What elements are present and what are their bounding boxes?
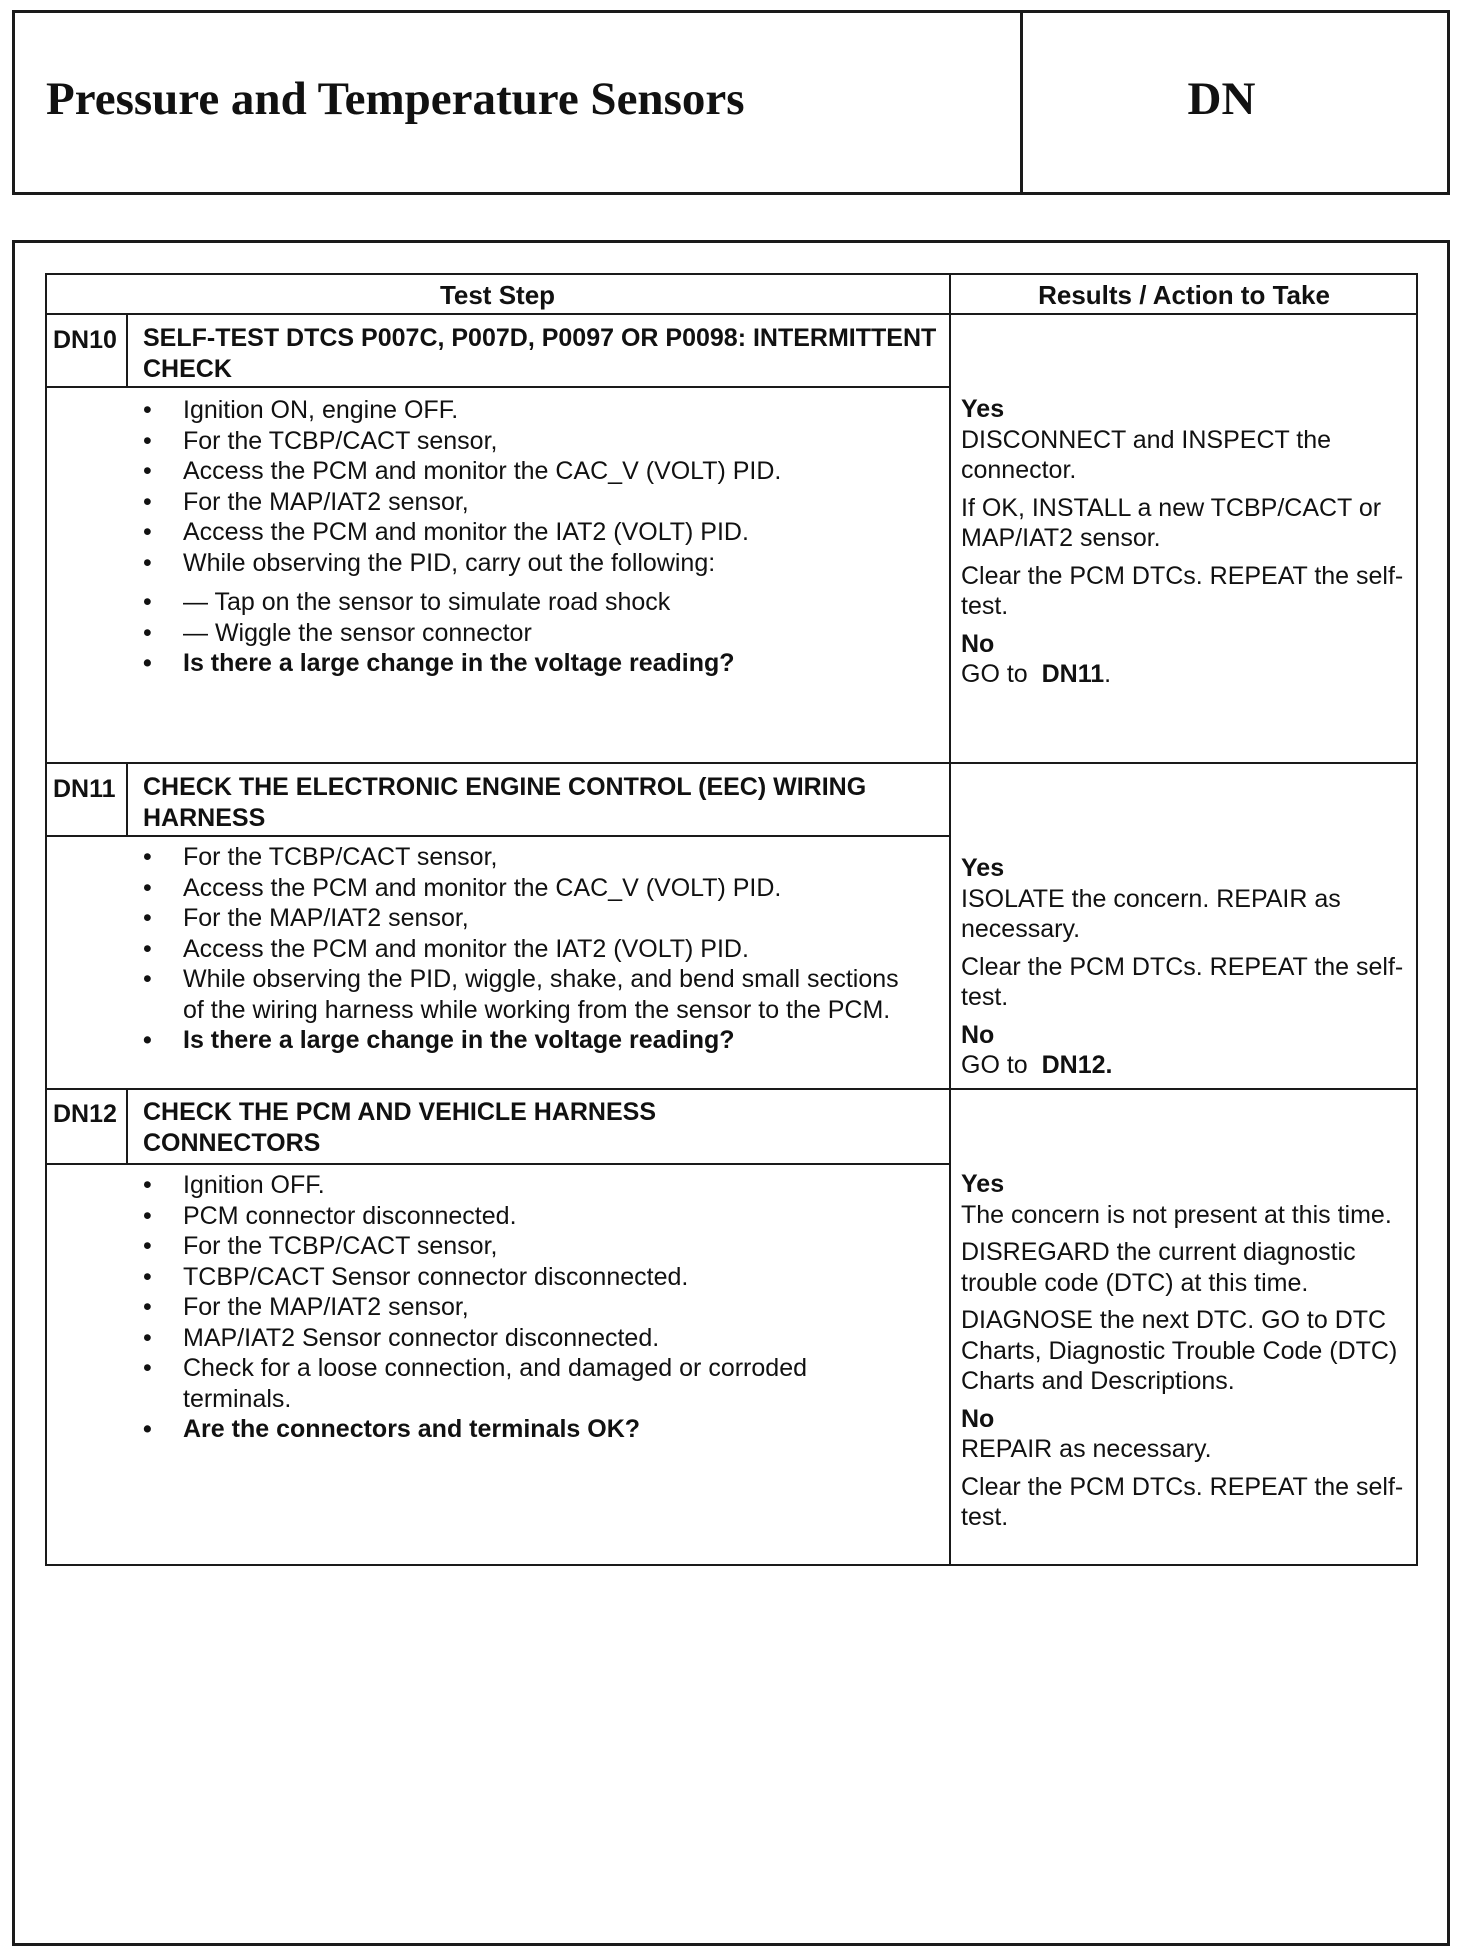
list-item: • — Tap on the sensor to simulate road shock	[143, 587, 943, 618]
list-item: • For the MAP/IAT2 sensor,	[143, 487, 943, 518]
result-text: DISCONNECT and INSPECT the connector.	[961, 425, 1332, 484]
dn12-title-divider	[45, 1163, 950, 1165]
list-item: • Ignition ON, engine OFF.	[143, 395, 943, 426]
results-column-divider	[949, 273, 951, 1566]
list-item: • Check for a loose connection, and damaged or corroded terminals.	[143, 1353, 883, 1414]
goto-target-link[interactable]: DN11	[1041, 660, 1105, 688]
step-id-dn10: DN10	[53, 326, 117, 354]
results-dn11	[961, 853, 1413, 1088]
dn10-title-divider	[45, 386, 950, 388]
step-id-dn12: DN12	[53, 1100, 117, 1128]
list-item: • For the TCBP/CACT sensor,	[143, 842, 913, 873]
list-item: • While observing the PID, carry out the following:	[143, 548, 943, 579]
result-text: DIAGNOSE the next DTC. GO to DTC Charts, Diagnostic Trouble Code (DTC) Charts and Descriptions.	[961, 1306, 1398, 1395]
result-text: If OK, INSTALL a new TCBP/CACT or MAP/IAT2 sensor.	[961, 493, 1382, 552]
no-label: No	[961, 1404, 995, 1433]
result-text: REPAIR as necessary.	[961, 1435, 1212, 1463]
result-text: Clear the PCM DTCs. REPEAT the self-test.	[961, 952, 1404, 1011]
question-dn11: • Is there a large change in the voltage reading?	[143, 1025, 913, 1056]
results-dn12	[961, 1169, 1413, 1540]
goto-label: GO to	[961, 1051, 1028, 1079]
col-header-results: Results / Action to Take	[1038, 280, 1330, 310]
dn10-row-divider	[45, 762, 1418, 764]
result-text: The concern is not present at this time.	[961, 1200, 1392, 1229]
result-text: Clear the PCM DTCs. REPEAT the self-test.	[961, 1472, 1404, 1531]
dn11-row-divider	[45, 1088, 1418, 1090]
question-dn12: • Are the connectors and terminals OK?	[143, 1414, 943, 1445]
list-item: • Ignition OFF.	[143, 1170, 943, 1201]
step-list-dn11	[143, 842, 913, 1056]
goto-end: .	[1104, 660, 1112, 688]
list-item: • For the TCBP/CACT sensor,	[143, 426, 943, 457]
result-text: DISREGARD the current diagnostic trouble code (DTC) at this time.	[961, 1238, 1356, 1297]
list-item: • Access the PCM and monitor the IAT2 (VOLT) PID.	[143, 934, 913, 965]
goto-label: GO to	[961, 660, 1028, 688]
list-item: • Access the PCM and monitor the IAT2 (VOLT) PID.	[143, 517, 943, 548]
yes-label: Yes	[961, 1170, 1005, 1198]
no-label: No	[961, 1020, 995, 1049]
list-item: • For the MAP/IAT2 sensor,	[143, 903, 913, 934]
list-item: • MAP/IAT2 Sensor connector disconnected.	[143, 1323, 943, 1354]
goto-text	[961, 659, 1413, 690]
col-header-test-step: Test Step	[439, 280, 556, 310]
list-item: • PCM connector disconnected.	[143, 1201, 943, 1232]
step-id-dn11: DN11	[53, 775, 116, 803]
step-title-dn12: CHECK THE PCM AND VEHICLE HARNESS CONNECTORS	[143, 1098, 657, 1157]
step-title-dn11: CHECK THE ELECTRONIC ENGINE CONTROL (EEC) WIRING HARNESS	[143, 773, 867, 832]
list-item: • For the MAP/IAT2 sensor,	[143, 1292, 943, 1323]
page-title: Pressure and Temperature Sensors	[46, 73, 745, 125]
dn12-id-divider	[126, 1088, 128, 1164]
dn11-id-divider	[126, 762, 128, 836]
list-item: • While observing the PID, wiggle, shake, and bend small sections of the wiring harness while working from the sensor to the PCM.	[143, 964, 913, 1025]
section-code: DN	[1187, 73, 1256, 125]
list-item: • TCBP/CACT Sensor connector disconnected.	[143, 1262, 943, 1293]
dn11-title-divider	[45, 835, 950, 837]
dn10-id-divider	[126, 313, 128, 387]
goto-text	[961, 1050, 1413, 1081]
goto-target-link[interactable]: DN12.	[1041, 1051, 1113, 1079]
step-list-dn10	[143, 395, 943, 578]
step-title-dn10: SELF-TEST DTCS P007C, P007D, P0097 OR P0098: INTERMITTENT CHECK	[143, 324, 937, 383]
no-label: No	[961, 629, 995, 658]
yes-label: Yes	[961, 854, 1005, 882]
results-dn10	[961, 394, 1413, 697]
list-item: • Access the PCM and monitor the CAC_V (VOLT) PID.	[143, 456, 943, 487]
list-item: • Access the PCM and monitor the CAC_V (VOLT) PID.	[143, 873, 913, 904]
list-item: • — Wiggle the sensor connector	[143, 618, 943, 649]
question-dn10: • Is there a large change in the voltage reading?	[143, 648, 943, 679]
header-row-divider	[45, 313, 1418, 315]
substep-list-dn10	[143, 587, 943, 679]
result-text: ISOLATE the concern. REPAIR as necessary.	[961, 884, 1341, 943]
result-text: Clear the PCM DTCs. REPEAT the self-test.	[961, 561, 1404, 620]
list-item: • For the TCBP/CACT sensor,	[143, 1231, 943, 1262]
yes-label: Yes	[961, 395, 1005, 423]
step-list-dn12	[143, 1170, 943, 1445]
